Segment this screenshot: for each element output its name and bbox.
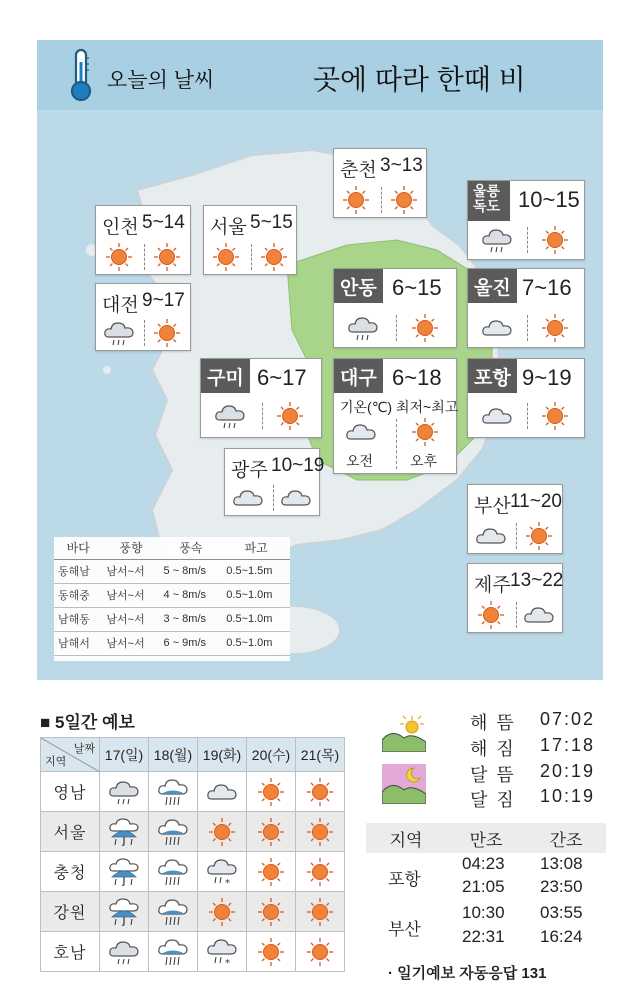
sea-cell: 4 ~ 8m/s: [160, 583, 223, 607]
cloud-snow-icon: [205, 857, 239, 887]
card-divider: [396, 419, 397, 469]
cloud-rain-heavy-icon: [156, 937, 190, 967]
tide-high: 10:30: [462, 903, 505, 922]
sea-cell: 0.5~1.0m: [222, 607, 290, 631]
cloud-rain-heavy-icon: [156, 817, 190, 847]
sea-cell: 0.5~1.5m: [222, 559, 290, 583]
cloud-icon: [474, 521, 508, 551]
city-card-gumi: [200, 358, 322, 438]
cloud-rain-icon: [102, 318, 136, 348]
sea-col-header: 파고: [222, 537, 290, 559]
sea-cell: 동해중: [54, 583, 102, 607]
card-divider: [144, 320, 145, 346]
forecast-region: 충청: [41, 852, 100, 892]
sea-cell: 5 ~ 8m/s: [160, 559, 223, 583]
city-temp: 13~22: [510, 570, 564, 591]
forecast-day-header: 21(목): [296, 738, 345, 772]
cloud-rain-heavy-icon: [156, 857, 190, 887]
city-name: 인천: [102, 217, 139, 238]
cloud-icon: [205, 777, 239, 807]
forecast-hotline-note: · 일기예보 자동응답 131: [388, 965, 547, 982]
sea-col-header: 풍향: [102, 537, 159, 559]
sun-icon: [408, 313, 442, 343]
tide-region: 포항: [388, 870, 421, 889]
city-card-daegu: [333, 358, 457, 474]
forecast-day-header: 17(일): [100, 738, 149, 772]
sun-icon: [303, 937, 337, 967]
sun-icon: [205, 897, 239, 927]
city-name: 춘천: [340, 160, 377, 181]
sun-icon: [522, 521, 556, 551]
sun-icon: [102, 242, 136, 272]
tide-col-header: 간조: [549, 830, 583, 850]
weather-headline: 곳에 따라 한때 비: [313, 64, 526, 95]
tide-high: 22:31: [462, 927, 505, 946]
legend-label: 기온(℃) 최저~최고: [340, 399, 459, 415]
sun-icon: [254, 777, 288, 807]
sunset-time: 17:18: [540, 735, 596, 755]
cloud-rain-icon: [480, 225, 514, 255]
sea-col-header: 풍속: [160, 537, 223, 559]
cloud-rain-icon: [213, 401, 247, 431]
sea-cell: 남서~서: [102, 583, 159, 607]
city-card-gwangju: [224, 448, 325, 516]
tide-low: 16:24: [540, 927, 583, 946]
sea-row: [54, 631, 290, 655]
moonset-time: 10:19: [540, 786, 596, 806]
sunset-label: 해 짐: [470, 739, 516, 759]
city-temp: 10~15: [518, 187, 580, 212]
card-divider: [527, 227, 528, 253]
city-card-jeju: [467, 563, 563, 633]
sea-cell: 남서~서: [102, 607, 159, 631]
sun-icon: [387, 185, 421, 215]
sunrise-icon: [382, 714, 426, 752]
sun-icon: [254, 817, 288, 847]
sun-icon: [408, 417, 442, 447]
city-card-chuncheon: [333, 148, 427, 218]
city-temp: 7~16: [522, 275, 572, 300]
city-name: 서울: [210, 217, 247, 238]
cloud-icon: [344, 417, 378, 447]
tide-region: 부산: [388, 920, 421, 939]
tide-table: [366, 823, 606, 959]
forecast-day-header: 19(화): [198, 738, 247, 772]
sea-cell: 남해동: [54, 607, 102, 631]
forecast-header-row: [41, 738, 345, 772]
tide-high: 04:23: [462, 854, 505, 873]
tide-low: 03:55: [540, 903, 583, 922]
city-name: 광주: [231, 460, 268, 481]
weather-map-panel: [37, 40, 603, 680]
city-card-daejeon: [95, 283, 191, 351]
city-card-uljin: [467, 268, 585, 348]
sun-icon: [254, 937, 288, 967]
forecast-row: [41, 812, 345, 852]
sea-row: [54, 607, 290, 631]
cloud-icon: [480, 313, 514, 343]
sea-col-header: 바다: [54, 537, 102, 559]
sun-icon: [538, 225, 572, 255]
cloud-snow-icon: [205, 937, 239, 967]
umbrella-rain-icon: [107, 857, 141, 887]
sea-header-row: [54, 537, 290, 559]
card-divider: [527, 315, 528, 341]
city-name: 제주: [474, 575, 511, 596]
sea-cell: 남서~서: [102, 631, 159, 655]
forecast-region: 서울: [41, 812, 100, 852]
sun-icon: [303, 857, 337, 887]
cloud-icon: [279, 483, 313, 513]
thermometer-icon: [67, 48, 95, 102]
legend-am: 오전: [346, 453, 374, 469]
sun-icon: [254, 857, 288, 887]
forecast-row: [41, 932, 345, 972]
sun-icon: [273, 401, 307, 431]
forecast-region: 호남: [41, 932, 100, 972]
city-card-incheon: [95, 205, 191, 275]
sea-cell: 6 ~ 9m/s: [160, 631, 223, 655]
five-day-forecast-table: [40, 737, 345, 972]
sea-cell: 3 ~ 8m/s: [160, 607, 223, 631]
card-divider: [527, 403, 528, 429]
card-divider: [516, 602, 517, 628]
forecast-region: 강원: [41, 892, 100, 932]
city-badge: 대구: [334, 359, 383, 393]
sun-icon: [303, 897, 337, 927]
sunrise-time: 07:02: [540, 709, 596, 729]
sun-icon: [538, 401, 572, 431]
city-card-pohang: [467, 358, 585, 438]
city-name: 대전: [102, 295, 139, 316]
forecast-row: [41, 852, 345, 892]
moonrise-label: 달 뜸: [470, 765, 516, 785]
cloud-rain-heavy-icon: [156, 777, 190, 807]
forecast-corner-cell: [41, 738, 100, 772]
city-temp: 3~13: [380, 155, 423, 176]
city-badge: 안동: [334, 269, 383, 303]
cloud-icon: [522, 600, 556, 630]
legend-pm: 오후: [410, 453, 438, 469]
city-card-seoul: [203, 205, 297, 275]
sea-row: [54, 559, 290, 583]
city-card-busan: [467, 484, 563, 554]
card-divider: [144, 244, 145, 270]
sun-icon: [150, 242, 184, 272]
umbrella-rain-icon: [107, 817, 141, 847]
city-temp: 9~17: [142, 290, 185, 311]
sun-icon: [150, 318, 184, 348]
forecast-region: 영남: [41, 772, 100, 812]
city-card-ulleung: [467, 180, 585, 260]
card-divider: [273, 485, 274, 511]
sunrise-label: 해 뜸: [470, 713, 516, 733]
cloud-rain-icon: [346, 313, 380, 343]
cloud-icon: [480, 401, 514, 431]
sun-icon: [303, 777, 337, 807]
moonrise-icon: [382, 764, 426, 804]
city-badge: 울진: [468, 269, 517, 303]
card-divider: [262, 403, 263, 429]
moonrise-time: 20:19: [540, 761, 596, 781]
sea-cell: 남서~서: [102, 559, 159, 583]
sun-icon: [303, 817, 337, 847]
forecast-title: ■ 5일간 예보: [40, 713, 135, 732]
moonset-label: 달 짐: [470, 790, 516, 810]
sea-cell: 동해남: [54, 559, 102, 583]
forecast-day-header: 20(수): [247, 738, 296, 772]
page-title: 오늘의 날씨: [107, 69, 215, 92]
city-card-andong: [333, 268, 457, 348]
card-divider: [516, 523, 517, 549]
tide-low: 23:50: [540, 877, 583, 896]
city-badge: 울릉 독도: [468, 181, 510, 221]
forecast-row: [41, 892, 345, 932]
forecast-row: [41, 772, 345, 812]
sun-icon: [257, 242, 291, 272]
sun-icon: [339, 185, 373, 215]
umbrella-rain-icon: [107, 897, 141, 927]
city-badge: 구미: [201, 359, 250, 393]
city-temp: 5~15: [250, 212, 293, 233]
cloud-rain-icon: [107, 937, 141, 967]
forecast-title-text: 5일간 예보: [55, 713, 135, 732]
tide-header-row: [366, 823, 606, 853]
sea-forecast-table: [54, 537, 290, 661]
corner-region-label: 지역: [45, 756, 67, 768]
sea-row: [54, 583, 290, 607]
tide-col-header: 만조: [469, 830, 503, 850]
cloud-rain-heavy-icon: [156, 897, 190, 927]
sun-icon: [209, 242, 243, 272]
tide-low: 13:08: [540, 854, 583, 873]
cloud-rain-icon: [107, 777, 141, 807]
card-divider: [396, 315, 397, 341]
sea-cell: 0.5~1.0m: [222, 631, 290, 655]
cloud-icon: [231, 483, 265, 513]
tide-col-header: 지역: [389, 830, 423, 850]
sun-icon: [205, 817, 239, 847]
sea-cell: 남해서: [54, 631, 102, 655]
city-temp: 9~19: [522, 365, 572, 390]
city-temp: 11~20: [510, 491, 562, 512]
sun-icon: [538, 313, 572, 343]
sun-icon: [474, 600, 508, 630]
city-temp: 5~14: [142, 212, 185, 233]
city-name: 부산: [474, 496, 511, 517]
forecast-day-header: 18(월): [149, 738, 198, 772]
card-divider: [381, 187, 382, 213]
city-badge: 포항: [468, 359, 517, 393]
sea-cell: 0.5~1.0m: [222, 583, 290, 607]
tide-high: 21:05: [462, 877, 505, 896]
city-temp: 6~17: [257, 365, 307, 390]
city-temp: 6~18: [392, 365, 442, 390]
card-divider: [251, 244, 252, 270]
city-temp: 10~19: [271, 455, 325, 476]
city-temp: 6~15: [392, 275, 442, 300]
corner-date-label: 날짜: [73, 743, 95, 755]
header-bar: [37, 40, 603, 110]
sun-icon: [254, 897, 288, 927]
